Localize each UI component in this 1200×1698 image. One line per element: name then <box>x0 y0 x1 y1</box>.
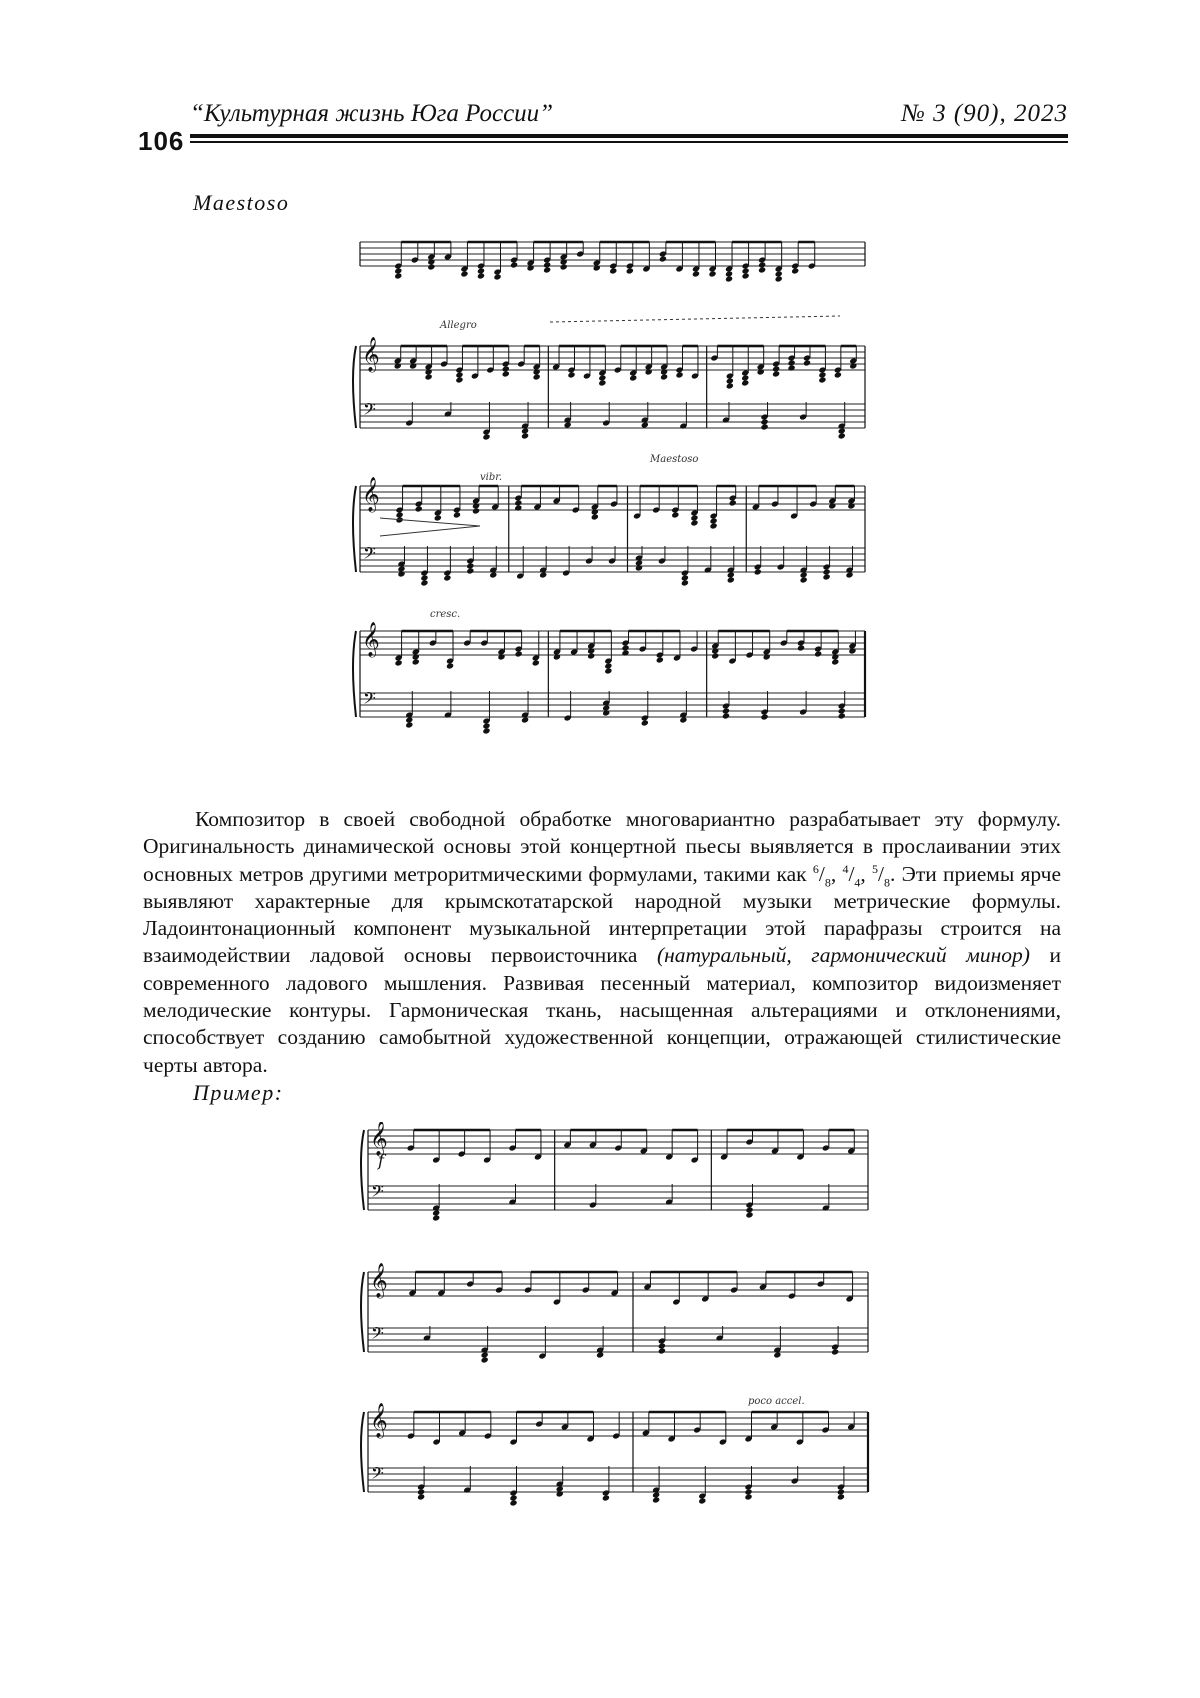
note <box>493 273 501 280</box>
brace <box>361 1272 364 1352</box>
note <box>489 571 497 578</box>
note <box>604 667 612 674</box>
note <box>460 270 468 277</box>
score-marking: vibr. <box>480 472 503 483</box>
note <box>591 513 599 520</box>
note <box>497 653 505 660</box>
note <box>641 719 649 726</box>
note <box>690 519 698 526</box>
score-marking: cresc. <box>430 609 461 620</box>
example-label: Пример: <box>193 1080 284 1105</box>
note <box>838 432 846 439</box>
bass-clef: 𝄢 <box>371 1463 384 1487</box>
score-marking: Allegro <box>440 320 477 331</box>
header-rule <box>190 134 1068 138</box>
trill-line <box>550 316 840 322</box>
treble-clef: 𝄞 <box>362 477 380 512</box>
note <box>556 1490 564 1497</box>
note <box>539 571 547 578</box>
note <box>722 712 730 719</box>
note <box>679 716 687 723</box>
note <box>741 379 749 386</box>
note <box>760 423 768 430</box>
page-number: 106 <box>138 126 185 156</box>
note <box>394 272 402 279</box>
note <box>726 382 734 389</box>
note <box>543 266 551 273</box>
note <box>675 371 683 378</box>
note <box>708 270 716 277</box>
note <box>482 433 490 440</box>
staff <box>368 1328 868 1352</box>
note <box>509 1499 517 1506</box>
note <box>397 570 405 577</box>
note <box>838 712 846 719</box>
note <box>472 507 480 514</box>
note <box>564 421 572 428</box>
brace <box>361 1412 364 1492</box>
bass-clef: 𝄢 <box>363 688 376 712</box>
note <box>772 370 780 377</box>
note <box>453 511 461 518</box>
note <box>466 567 474 574</box>
note <box>532 659 540 666</box>
note <box>727 576 735 583</box>
score-marking: Maestoso <box>650 454 699 465</box>
journal-title: “Культурная жизнь Юга России” <box>190 100 554 127</box>
treble-clef: 𝄞 <box>362 337 380 372</box>
note <box>814 650 822 657</box>
note <box>567 371 575 378</box>
brace <box>353 486 356 572</box>
note <box>818 376 826 383</box>
note <box>823 573 831 580</box>
note <box>415 505 423 512</box>
treble-clef: 𝄞 <box>370 1403 388 1438</box>
note <box>711 652 719 659</box>
note <box>593 264 601 271</box>
note <box>446 662 454 669</box>
note <box>533 373 541 380</box>
bass-clef: 𝄢 <box>371 1181 384 1205</box>
note <box>502 370 510 377</box>
note <box>420 579 428 586</box>
treble-clef: 𝄞 <box>362 622 380 657</box>
note <box>443 574 451 581</box>
note <box>757 368 765 375</box>
note <box>425 373 433 380</box>
page-header <box>138 96 1068 156</box>
note <box>629 374 637 381</box>
note <box>477 272 485 279</box>
note <box>725 275 733 282</box>
note <box>394 362 402 369</box>
note <box>837 1493 845 1500</box>
bass-clef: 𝄢 <box>371 1323 384 1347</box>
note <box>652 1496 660 1503</box>
note <box>598 379 606 386</box>
note <box>698 1497 706 1504</box>
note <box>587 652 595 659</box>
note <box>849 362 857 369</box>
note <box>521 432 529 439</box>
note <box>803 359 811 366</box>
note <box>482 727 490 734</box>
note <box>754 568 762 575</box>
note <box>681 579 689 586</box>
treble-clef: 𝄞 <box>370 1122 388 1156</box>
note <box>831 1348 839 1355</box>
note <box>800 576 808 583</box>
note <box>848 647 856 654</box>
note <box>602 709 610 716</box>
music-score-maestoso <box>350 236 880 766</box>
note <box>455 376 463 383</box>
note <box>553 653 561 660</box>
note <box>405 721 413 728</box>
issue-number: № 3 (90), 2023 <box>901 100 1068 127</box>
main-paragraph: Композитор в своей свободной обработке многовариантно разрабатывает эту формулу. Оригинальность динамической основы этой концертной пьесы выявляется в прослаивании этих основных метров другими метроритмическими формулами, такими как $^6/_8$, $^4/_4$, $^5/_8$. Эти приемы ярче выявляют характерные для крымскотатарской народной музыки метрические формулы. Ладоинтонационный компонент музыкальной интерпретации этой парафразы строится на взаимодействии ладовой основы первоисточника (натуральный, гармонический минор) и современного ладового мышления. Развивая песенный материал, композитор видоизменяет мелодические контуры. Гармоническая ткань, насыщенная альтерациями и отклонениями, способствует созданию самобытной художественной концепции, отражающей стилистические черты автора. <box>143 807 1061 1077</box>
bass-clef: 𝄢 <box>363 399 376 423</box>
brace <box>353 346 356 428</box>
note <box>710 522 718 529</box>
note <box>791 267 799 274</box>
music-score-example <box>358 1122 878 1542</box>
header-rule-thin <box>190 141 1068 143</box>
note <box>626 267 634 274</box>
note <box>742 272 750 279</box>
staff <box>368 1412 868 1436</box>
note <box>763 653 771 660</box>
note <box>659 255 667 262</box>
treble-clef: 𝄞 <box>370 1263 388 1298</box>
note <box>831 658 839 665</box>
note <box>434 514 442 521</box>
note <box>432 1214 440 1221</box>
note <box>658 1347 666 1354</box>
note <box>621 649 629 656</box>
body-text <box>143 806 1061 1079</box>
note <box>671 511 679 518</box>
note <box>515 650 523 657</box>
brace <box>361 1130 364 1210</box>
note <box>521 716 529 723</box>
note <box>773 1351 781 1358</box>
note <box>641 421 649 428</box>
staff <box>360 242 865 266</box>
note <box>847 502 855 509</box>
note <box>409 362 417 369</box>
note <box>656 656 664 663</box>
note <box>828 502 836 509</box>
note <box>660 373 668 380</box>
note <box>527 264 535 271</box>
note <box>744 1493 752 1500</box>
hairpin <box>380 518 480 536</box>
note <box>514 504 522 511</box>
note <box>788 364 796 371</box>
score-marking: poco accel. <box>748 1396 805 1407</box>
note <box>481 1356 489 1363</box>
note <box>510 261 518 268</box>
note <box>775 275 783 282</box>
note <box>645 368 653 375</box>
note <box>797 644 805 651</box>
note <box>745 1211 753 1218</box>
note <box>760 713 768 720</box>
note <box>417 1493 425 1500</box>
note <box>596 1351 604 1358</box>
note <box>758 266 766 273</box>
dynamic-marking: f <box>378 1151 384 1170</box>
bass-clef: 𝄢 <box>363 543 376 567</box>
brace <box>353 631 356 717</box>
staff <box>360 693 865 717</box>
note <box>412 658 420 665</box>
note <box>395 659 403 666</box>
tempo-label: Maestoso <box>193 190 290 215</box>
note <box>427 263 435 270</box>
note <box>692 270 700 277</box>
note <box>729 499 737 506</box>
staff <box>360 404 865 428</box>
note <box>609 267 617 274</box>
staff <box>368 1186 868 1210</box>
note <box>560 263 568 270</box>
note <box>845 571 853 578</box>
note <box>635 564 643 571</box>
note <box>834 371 842 378</box>
note <box>602 1494 610 1501</box>
